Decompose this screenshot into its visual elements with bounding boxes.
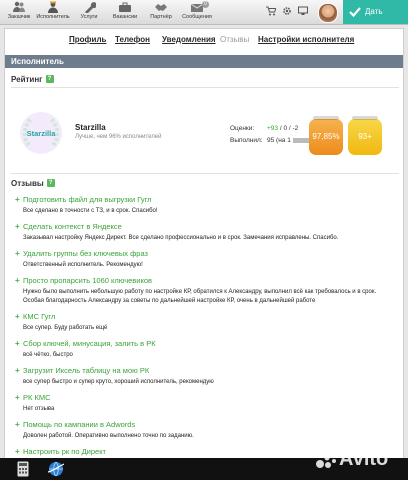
plus-icon: +	[15, 222, 20, 231]
tab-reviews: Отзывы	[220, 35, 250, 44]
review-title[interactable]: Настроить рк по Директ	[23, 447, 106, 456]
avito-wordmark: Avito	[339, 448, 389, 470]
reviews-help-icon[interactable]: ?	[47, 179, 55, 187]
plus-icon: +	[15, 195, 20, 204]
review-text: Все супер. Буду работать ещё	[23, 325, 108, 331]
executor-percentile: Лучше, чем 96% исполнителей	[75, 134, 162, 140]
review-text: Доволен работой. Оперативно выполнено точно по заданию.	[23, 433, 194, 439]
brand-logo	[19, 111, 63, 155]
user-avatar[interactable]	[318, 3, 338, 23]
nav-messages[interactable]	[180, 1, 214, 20]
executor-name[interactable]: Starzilla	[75, 123, 106, 132]
section-title: Исполнитель	[11, 57, 64, 66]
give-task-button[interactable]	[343, 0, 408, 24]
tab-phone[interactable]: Телефон	[115, 35, 150, 44]
review-text: всё чётко, быстро	[23, 352, 73, 358]
give-task-label: Дать	[365, 7, 383, 16]
plus-icon: +	[15, 339, 20, 348]
plus-icon: +	[15, 276, 20, 285]
globe-icon[interactable]	[48, 461, 64, 477]
top-navigation-bar	[0, 0, 408, 25]
tab-executor-settings[interactable]: Настройки исполнителя	[258, 35, 355, 44]
rating-count-jar	[348, 119, 382, 155]
review-title[interactable]: Сделать контекст в Яндексе	[23, 222, 122, 231]
review-title[interactable]: РК КМС	[23, 393, 51, 402]
reviews-heading	[11, 179, 55, 188]
score-label: Оценки:	[230, 125, 255, 132]
score-rest: / 0 / -2	[278, 125, 299, 132]
plus-icon: +	[15, 420, 20, 429]
monitor-icon[interactable]	[298, 6, 308, 16]
divider	[11, 173, 399, 174]
nav-executor-label: Исполнитель	[36, 14, 70, 20]
rating-percent-jar	[309, 119, 343, 155]
checkmark-icon	[348, 5, 362, 19]
profile-panel	[4, 28, 404, 470]
plus-icon: +	[15, 393, 20, 402]
done-count: 95 (на 1	[267, 137, 291, 144]
avito-watermark	[315, 446, 397, 476]
worker-icon	[46, 1, 60, 13]
review-title[interactable]: Сбор ключей, минусация, залить в РК	[23, 339, 156, 348]
review-title[interactable]: Просто пропарсить 1060 ключевиков	[23, 276, 153, 285]
review-text: все супер быстро и супер круто, хороший исполнитель, рекомендую	[23, 379, 214, 385]
review-title[interactable]: Загрузит Иксель таблицу на мою РК	[23, 366, 150, 375]
plus-icon: +	[15, 447, 20, 456]
svg-text:Starzilla: Starzilla	[26, 129, 56, 138]
review-title[interactable]: Подготовить файл для выгрузки Гугл	[23, 195, 152, 204]
wrench-icon	[82, 1, 96, 13]
section-header	[5, 55, 403, 68]
gear-icon[interactable]	[282, 6, 292, 16]
nav-services-label: Услуги	[80, 14, 98, 20]
tab-profile[interactable]: Профиль	[69, 35, 107, 44]
people-icon	[12, 1, 26, 13]
review-title[interactable]: КМС Гугл	[23, 312, 56, 321]
score-value	[267, 125, 298, 132]
rating-title: Рейтинг	[11, 75, 43, 84]
done-label: Выполнил:	[230, 137, 263, 144]
score-positive: +93	[267, 125, 279, 132]
cart-icon[interactable]	[266, 6, 276, 16]
tab-notifications[interactable]: Уведомления	[162, 35, 216, 44]
rating-heading	[11, 75, 54, 84]
plus-icon: +	[15, 249, 20, 258]
nav-partner-label: Партнёр	[150, 14, 172, 20]
review-text: Все сделано в точности с ТЗ, и в срок. Спасибо!	[23, 208, 158, 214]
rating-help-icon[interactable]: ?	[46, 75, 54, 83]
review-text: Нет отзыва	[23, 406, 55, 412]
review-text: Ответственный исполнитель. Рекомендую!	[23, 262, 143, 268]
divider	[11, 87, 399, 88]
nav-vacancies[interactable]	[108, 1, 142, 20]
calculator-icon[interactable]	[17, 461, 29, 477]
nav-services[interactable]	[72, 1, 106, 20]
avito-logo-icon	[315, 454, 337, 470]
plus-icon: +	[15, 312, 20, 321]
profile-tabs	[5, 35, 403, 49]
plus-icon: +	[15, 366, 20, 375]
nav-vacancies-label: Вакансии	[112, 14, 138, 20]
nav-customer[interactable]	[2, 1, 36, 20]
review-title[interactable]: Удалить группы без ключевых фраз	[23, 249, 148, 258]
nav-customer-label: Заказчик	[7, 14, 31, 20]
messages-count-badge: 0	[202, 1, 209, 8]
rating-count: 93+	[358, 132, 372, 141]
review-title[interactable]: Помощь по кампании в Adwords	[23, 420, 136, 429]
review-text: Нужно было выполнить небольшую работу по настройке КР, обратился к Александру, выполнил всё как требовалось и в срок. Особая благодарность Александру за советы по дальнейшей настройке КР, очень в дальнейшей работе	[23, 289, 377, 304]
briefcase-icon	[118, 1, 132, 13]
rating-percent: 97,85%	[312, 132, 340, 141]
nav-executor[interactable]	[36, 1, 70, 20]
nav-partner[interactable]	[144, 1, 178, 20]
handshake-icon	[154, 1, 168, 13]
reviews-title: Отзывы	[11, 179, 44, 188]
review-text: Заказывал настройку Яндекс Директ. Все сделано профессионально и в срок. Замечания исправлены. Спасибо.	[23, 235, 339, 241]
nav-messages-label: Сообщения	[182, 14, 212, 20]
